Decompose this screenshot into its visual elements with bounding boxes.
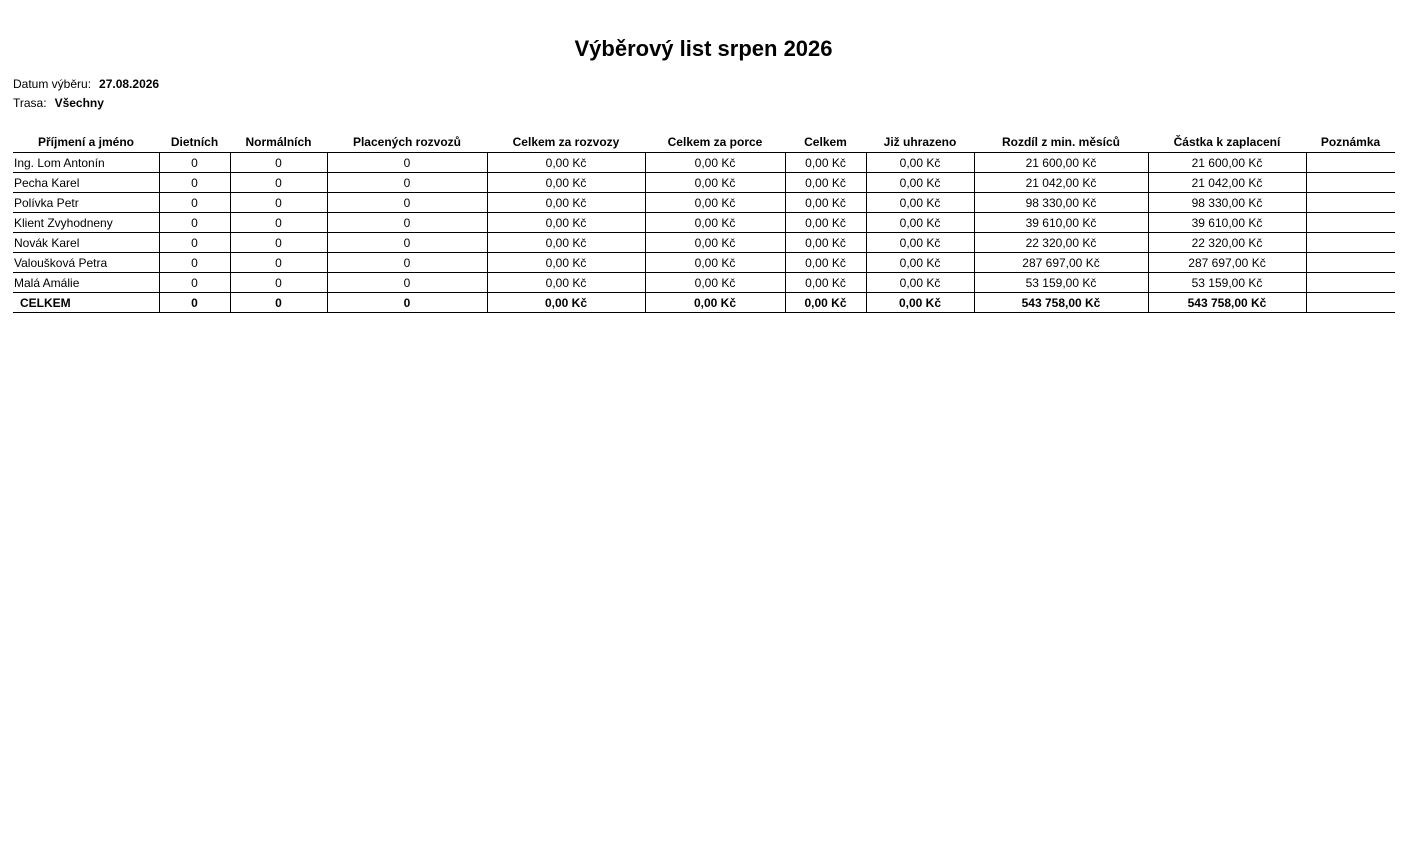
selection-date-value: 27.08.2026: [99, 77, 160, 91]
table-cell: 0,00 Kč: [645, 193, 785, 213]
table-cell: 0,00 Kč: [487, 153, 645, 173]
table-cell: 0,00 Kč: [645, 213, 785, 233]
table-cell: 0: [230, 153, 327, 173]
table-cell: 0: [159, 253, 230, 273]
table-cell: 0,00 Kč: [866, 153, 974, 173]
table-cell: 98 330,00 Kč: [1148, 193, 1306, 213]
table-cell: Malá Amálie: [13, 273, 159, 293]
table-cell: 0,00 Kč: [785, 193, 866, 213]
table-cell: 0: [327, 173, 487, 193]
table-cell: 0: [327, 213, 487, 233]
table-cell: 0,00 Kč: [866, 193, 974, 213]
selection-date: [13, 77, 159, 91]
table-cell: 0,00 Kč: [487, 213, 645, 233]
table-cell: Novák Karel: [13, 233, 159, 253]
column-header: Celkem za porce: [645, 132, 785, 153]
total-row: [13, 293, 1395, 313]
route-label: Trasa:: [13, 96, 47, 110]
table-cell: 287 697,00 Kč: [974, 253, 1148, 273]
table-cell: 22 320,00 Kč: [974, 233, 1148, 253]
table-cell: 0,00 Kč: [645, 273, 785, 293]
table-cell: 0: [159, 153, 230, 173]
table-cell: 21 600,00 Kč: [1148, 153, 1306, 173]
table-cell: [1306, 193, 1395, 213]
table-row: [13, 273, 1395, 293]
table-cell: 0: [230, 213, 327, 233]
table-cell: 0,00 Kč: [866, 273, 974, 293]
header-row: [13, 132, 1395, 153]
total-cell: 0,00 Kč: [866, 293, 974, 313]
table-cell: 0: [159, 273, 230, 293]
table-cell: 0,00 Kč: [866, 233, 974, 253]
total-cell: [1306, 293, 1395, 313]
table-cell: [1306, 233, 1395, 253]
table-cell: 0,00 Kč: [785, 273, 866, 293]
table-row: [13, 193, 1395, 213]
table-cell: 0: [327, 253, 487, 273]
route-value: Všechny: [54, 96, 104, 110]
column-header: Již uhrazeno: [866, 132, 974, 153]
column-header: Poznámka: [1306, 132, 1395, 153]
table-cell: 0: [327, 233, 487, 253]
table-cell: Polívka Petr: [13, 193, 159, 213]
table-cell: 0,00 Kč: [785, 153, 866, 173]
table-cell: 0: [159, 233, 230, 253]
total-cell: 0: [230, 293, 327, 313]
column-header: Celkem: [785, 132, 866, 153]
table-cell: 21 042,00 Kč: [974, 173, 1148, 193]
table-row: [13, 153, 1395, 173]
column-header: Příjmení a jméno: [13, 132, 159, 153]
table-cell: [1306, 253, 1395, 273]
table-cell: 0: [327, 193, 487, 213]
table-cell: 0: [230, 233, 327, 253]
total-cell: 0,00 Kč: [785, 293, 866, 313]
table-cell: 0,00 Kč: [866, 253, 974, 273]
table-cell: Valoušková Petra: [13, 253, 159, 273]
table-cell: 98 330,00 Kč: [974, 193, 1148, 213]
table-row: [13, 253, 1395, 273]
table-cell: Pecha Karel: [13, 173, 159, 193]
route: [13, 96, 104, 110]
table-cell: 0,00 Kč: [487, 253, 645, 273]
table-cell: 287 697,00 Kč: [1148, 253, 1306, 273]
table-cell: 0: [327, 273, 487, 293]
table-cell: 0: [230, 273, 327, 293]
total-cell: CELKEM: [13, 293, 159, 313]
table-cell: 0,00 Kč: [785, 173, 866, 193]
column-header: Rozdíl z min. měsíců: [974, 132, 1148, 153]
table-cell: 0,00 Kč: [645, 173, 785, 193]
table-cell: [1306, 273, 1395, 293]
total-cell: 543 758,00 Kč: [1148, 293, 1306, 313]
table-cell: 0,00 Kč: [866, 213, 974, 233]
table-cell: 0,00 Kč: [645, 153, 785, 173]
table-cell: 21 042,00 Kč: [1148, 173, 1306, 193]
table-row: [13, 213, 1395, 233]
table-cell: 0,00 Kč: [866, 173, 974, 193]
table-cell: 0: [230, 253, 327, 273]
table-cell: 0: [159, 173, 230, 193]
table-cell: Ing. Lom Antonín: [13, 153, 159, 173]
table-cell: 0,00 Kč: [785, 233, 866, 253]
total-cell: 0,00 Kč: [645, 293, 785, 313]
column-header: Dietních: [159, 132, 230, 153]
table-cell: 0,00 Kč: [487, 193, 645, 213]
table-cell: 0: [159, 193, 230, 213]
total-cell: 0,00 Kč: [487, 293, 645, 313]
table-cell: 0,00 Kč: [645, 233, 785, 253]
table-cell: 0,00 Kč: [645, 253, 785, 273]
table-row: [13, 173, 1395, 193]
table-cell: 53 159,00 Kč: [1148, 273, 1306, 293]
table-cell: [1306, 173, 1395, 193]
column-header: Placených rozvozů: [327, 132, 487, 153]
table-cell: 0: [159, 213, 230, 233]
total-cell: 543 758,00 Kč: [974, 293, 1148, 313]
table-cell: 53 159,00 Kč: [974, 273, 1148, 293]
table-cell: 22 320,00 Kč: [1148, 233, 1306, 253]
table-cell: 21 600,00 Kč: [974, 153, 1148, 173]
column-header: Částka k zaplacení: [1148, 132, 1306, 153]
total-cell: 0: [159, 293, 230, 313]
column-header: Normálních: [230, 132, 327, 153]
table-cell: [1306, 153, 1395, 173]
total-cell: 0: [327, 293, 487, 313]
table-cell: 0,00 Kč: [785, 253, 866, 273]
table-cell: 0: [230, 173, 327, 193]
selection-date-label: Datum výběru:: [13, 77, 92, 91]
table-cell: [1306, 213, 1395, 233]
table-cell: 0,00 Kč: [785, 213, 866, 233]
table-cell: 0,00 Kč: [487, 273, 645, 293]
table-cell: 39 610,00 Kč: [974, 213, 1148, 233]
column-header: Celkem za rozvozy: [487, 132, 645, 153]
table-row: [13, 233, 1395, 253]
report-table: [13, 132, 1395, 313]
table-cell: 0: [327, 153, 487, 173]
table-cell: Klient Zvyhodneny: [13, 213, 159, 233]
table-cell: 39 610,00 Kč: [1148, 213, 1306, 233]
table-cell: 0,00 Kč: [487, 233, 645, 253]
report-title: Výběrový list srpen 2026: [574, 36, 833, 61]
table-cell: 0: [230, 193, 327, 213]
table-cell: 0,00 Kč: [487, 173, 645, 193]
